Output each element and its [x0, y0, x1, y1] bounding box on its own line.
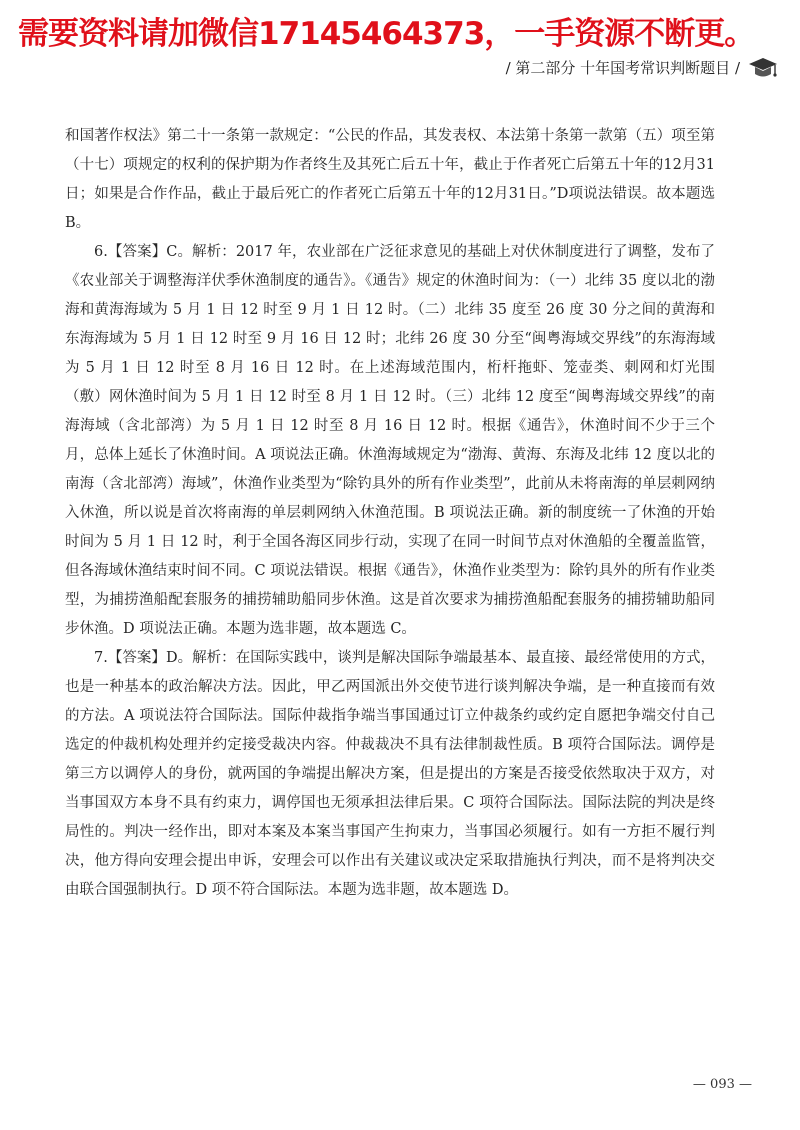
page-number: — 093 —: [692, 1077, 752, 1092]
paragraph-answer-5-continued: 和国著作权法》第二十一条第一款规定：“公民的作品，其发表权、本法第十条第一款第（五）项至第（十七）项规定的权利的保护期为作者终生及其死亡后五十年，截止于作者死亡后第五十年的12月31日；如果是合作作品，截止于最后死亡的作者死亡后第五十年的12月31日。”D项说法错误。故本题选 B。: [65, 128, 715, 231]
graduation-cap-icon: [748, 54, 778, 82]
paragraph-answer-6: 6.【答案】C。解析：2017 年，农业部在广泛征求意见的基础上对伏休制度进行了调整，发布了《农业部关于调整海洋伏季休渔制度的通告》。《通告》规定的休渔时间为：（一）北纬 35 度以北的渤海和黄海海域为 5 月 1 日 12 时至 9 月 1 日 12 时。（二）北纬 35 度至 26 度 30 分之间的黄海和东海海域为 5 月 1 日 12 时至 9 月 16 日 12 时；北纬 26 度 30 分至“闽粤海域交界线”的东海海域为 5 月 1 日 12 时至 8 月 16 日 12 时。在上述海域范围内，桁杆拖虾、笼壶类、刺网和灯光围（敷）网休渔时间为 5 月 1 日 12 时至 8 月 1 日 12 时。（三）北纬 12 度至“闽粤海域交界线”的南海海域（含北部湾）为 5 月 1 日 12 时至 8 月 16 日 12 时。根据《通告》，休渔时间不少于三个月，总体上延长了休渔时间。A 项说法正确。休渔海域规定为“渤海、黄海、东海及北纬 12 度以北的南海（含北部湾）海域”，休渔作业类型为“除钓具外的所有作业类型”，此前从未将南海的单层刺网纳入休渔，所以说是首次将南海的单层刺网纳入休渔范围。B 项说法正确。新的制度统一了休渔的开始时间为 5 月 1 日 12 时，利于全国各海区同步行动，实现了在同一时间节点对休渔船的全覆盖监管，但各海域休渔结束时间不同。C 项说法错误。根据《通告》，休渔作业类型为：除钓具外的所有作业类型，为捕捞渔船配套服务的捕捞辅助船同步休渔。这是首次要求为捕捞渔船配套服务的捕捞辅助船同步休渔。D 项说法正确。本题为选非题，故本题选 C。: [65, 244, 715, 637]
watermark-banner: 需要资料请加微信17145464373，一手资源不断更。: [18, 16, 755, 52]
paragraph-answer-7: 7.【答案】D。解析：在国际实践中，谈判是解决国际争端最基本、最直接、最经常使用的方式，也是一种基本的政治解决方法。因此，甲乙两国派出外交使节进行谈判解决争端，是一种直接而有效的方法。A 项说法符合国际法。国际仲裁指争端当事国通过订立仲裁条约或约定自愿把争端交付自己选定的仲裁机构处理并约定接受裁决内容。仲裁裁决不具有法律制裁性质。B 项符合国际法。调停是第三方以调停人的身份，就两国的争端提出解决方案，但是提出的方案是否接受依然取决于双方，对当事国双方本身不具有约束力，调停国也无须承担法律后果。C 项符合国际法。国际法院的判决是终局性的。判决一经作出，即对本案及本案当事国产生拘束力，当事国必须履行。如有一方拒不履行判决，他方得向安理会提出申诉，安理会可以作出有关建议或决定采取措施执行判决，而不是将判决交由联合国强制执行。D 项不符合国际法。本题为选非题，故本题选 D。: [65, 650, 715, 898]
running-header: / 第二部分 十年国考常识判断题目 /: [505, 59, 740, 77]
answer-explanations: [65, 122, 715, 905]
